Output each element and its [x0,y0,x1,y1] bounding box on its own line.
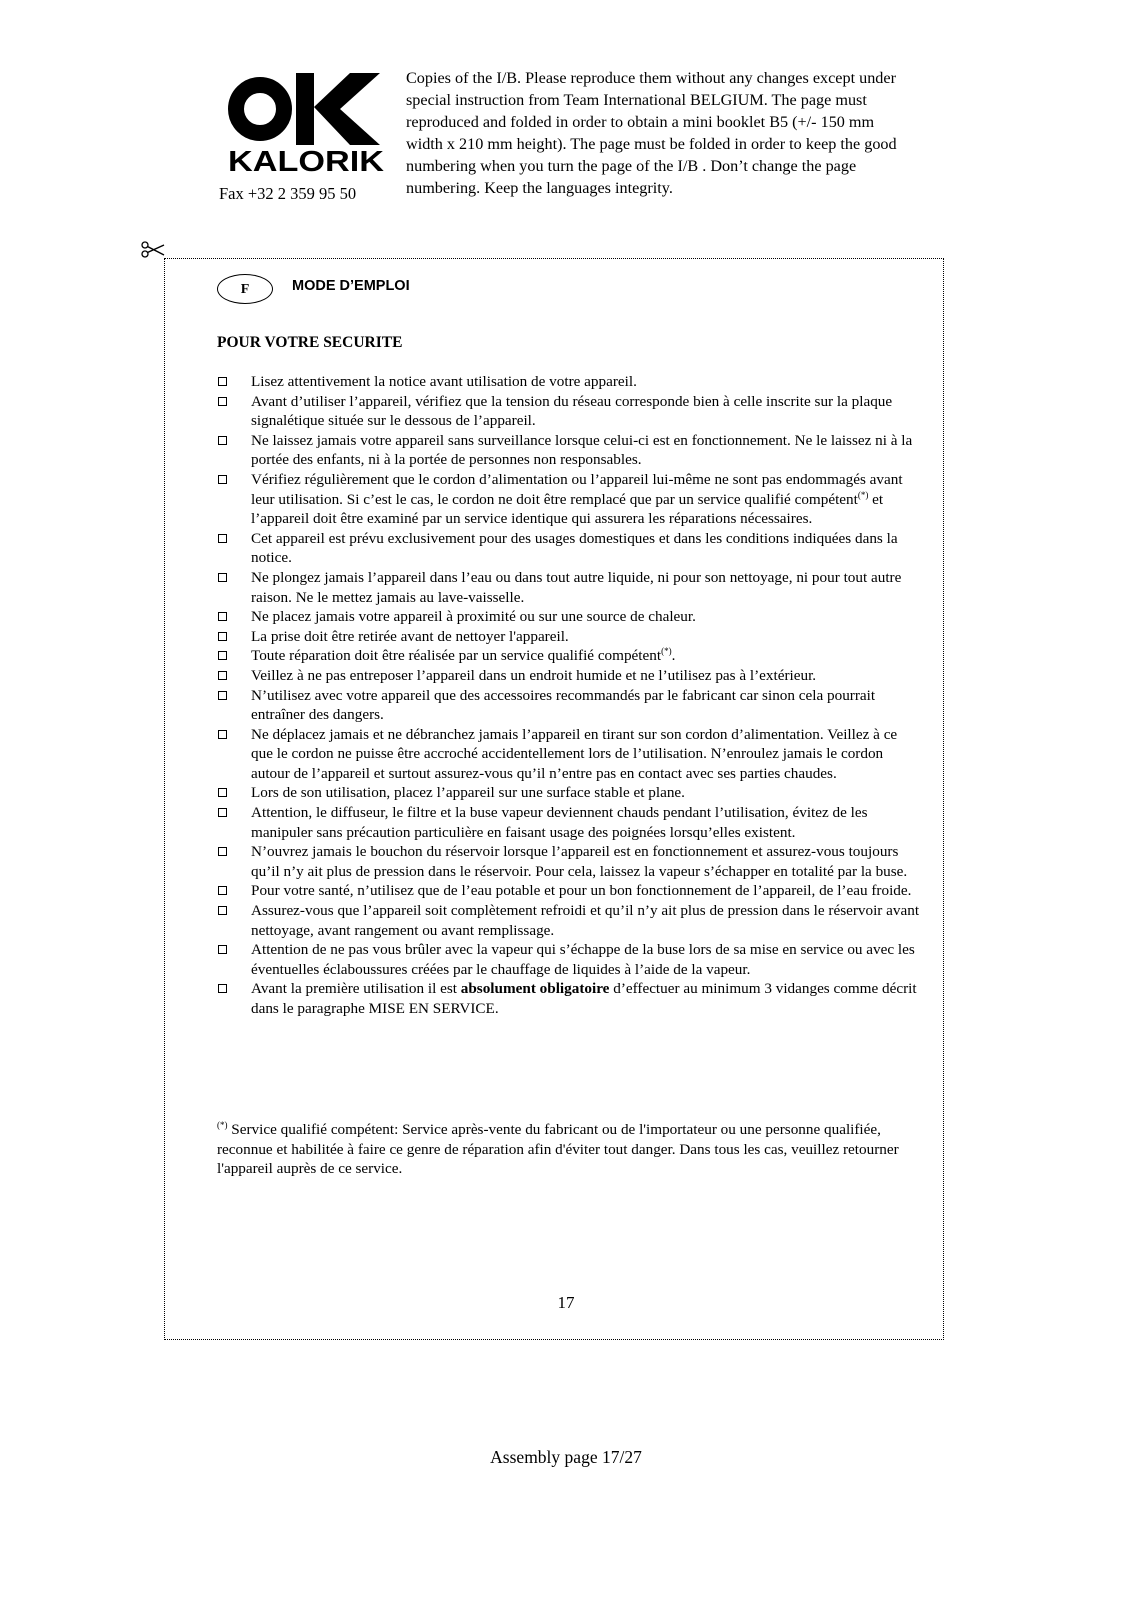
safety-item [217,646,922,666]
safety-item [217,686,922,725]
safety-item-text: Attention de ne pas vous brûler avec la vapeur qui s’échappe de la buse lors de sa mise en service ou avec les éventuelles éclaboussures créées par le chauffage de liquides à l’aide de la vapeur. [251,941,915,978]
manual-title: MODE D’EMPLOI [292,278,410,294]
safety-item-text: Lisez attentivement la notice avant utilisation de votre appareil. [251,373,637,390]
safety-item [217,529,922,568]
checkbox-bullet-icon [218,808,227,817]
safety-item [217,901,922,940]
safety-item [217,881,922,901]
safety-item-text: d’effectuer au minimum 3 vidanges comme décrit dans le paragraphe MISE EN SERVICE. [251,980,917,1017]
safety-item [217,431,922,470]
checkbox-bullet-icon [218,886,227,895]
footnote-reference: (*) [857,489,869,500]
safety-item-text: Toute réparation doit être réalisée par un service qualifié compétent [251,647,662,665]
safety-item-text: Lors de son utilisation, placez l’appareil sur une surface stable et plane. [251,784,685,802]
footnote-text: Service qualifié compétent: Service après-vente du fabricant ou de l'importateur ou une personne qualifiée, reconnue et habilitée à faire ce genre de réparation afin d'éviter tout danger. Dans tous les cas, veuillez retourner l'appareil auprès de ce service. [217,1121,899,1178]
checkbox-bullet-icon [218,691,227,700]
safety-item [217,842,922,881]
safety-item-text: Ne déplacez jamais et ne débranchez jamais l’appareil en tirant sur son cordon d’alimentation. Veillez à ce que le cordon ne puisse être accroché accidentellement lors de l’utilisation. N’enroulez jamais le cordon autour de l’appareil et surtout assurez-vous qu’il n’entre pas en contact avec ses parties chaudes. [251,725,898,782]
safety-item-text: Vérifiez régulièrement que le cordon d’alimentation ou l’appareil lui-même ne sont pas endommagés avant leur utilisation. Si c’est le cas, le cordon ne doit être remplacé que par un service qualifié compétent [251,470,903,508]
checkbox-bullet-icon [218,671,227,680]
kalorik-logo [226,71,386,175]
checkbox-bullet-icon [218,475,227,484]
safety-item [217,725,922,784]
safety-item-text: Veillez à ne pas entreposer l’appareil dans un endroit humide et ne l’utilisez pas à l’extérieur. [251,666,817,684]
emphasis-text: absolument obligatoire [460,980,610,998]
reproduction-instructions: Copies of the I/B. Please reproduce them without any changes except under special instruction from Team International BELGIUM. The page must reproduced and folded in order to obtain a mini booklet B5 (+/- 150 mm width x 210 mm height). The page must be folded in order to keep the good numbering when you turn the page of the I/B . Don’t change the page numbering. Keep the languages integrity. [406,69,897,197]
section-title: POUR VOTRE SECURITE [217,334,403,351]
scissors-icon [140,240,166,260]
safety-item-text: et l’appareil doit être examiné par un service identique qui assurera les réparations nécessaires. [251,490,884,528]
safety-item-text: Attention, le diffuseur, le filtre et la buse vapeur deviennent chauds pendant l’utilisation, évitez de les manipuler sans précaution particulière en faisant usage des poignées lorsqu’elles existent. [251,804,868,841]
safety-item-text: Ne plongez jamais l’appareil dans l’eau ou dans tout autre liquide, ni pour son nettoyage, ni pour tout autre raison. Ne le mettez jamais au lave-vaisselle. [251,568,902,606]
safety-item [217,372,922,392]
checkbox-bullet-icon [218,984,227,993]
checkbox-bullet-icon [218,945,227,954]
safety-instructions-list [217,372,922,1019]
safety-item [217,940,922,979]
checkbox-bullet-icon [218,651,227,660]
safety-item [217,627,922,647]
checkbox-bullet-icon [218,377,227,386]
checkbox-bullet-icon [218,534,227,543]
checkbox-bullet-icon [218,847,227,856]
safety-item-text: Pour votre santé, n’utilisez que de l’eau potable et pour un bon fonctionnement de l’appareil, de l’eau froide. [251,882,912,900]
checkbox-bullet-icon [218,397,227,406]
language-badge: F [217,274,273,304]
safety-item-text: . [671,647,676,665]
safety-item [217,783,922,803]
safety-item-text: Avant d’utiliser l’appareil, vérifiez que la tension du réseau corresponde bien à celle inscrite sur la plaque signalétique située sur le dessous de l’appareil. [251,392,893,430]
safety-item [217,803,922,842]
checkbox-bullet-icon [218,436,227,445]
checkbox-bullet-icon [218,632,227,641]
safety-item [217,568,922,607]
fax-number: Fax +32 2 359 95 50 [219,184,357,203]
assembly-page-label: Assembly page 17/27 [490,1447,642,1467]
safety-item-text: La prise doit être retirée avant de nettoyer l'appareil. [251,627,569,645]
footnote [217,1120,917,1179]
page-number: 17 [557,1293,575,1312]
safety-item [217,666,922,686]
logo-wordmark: KALORIK [228,146,385,175]
footnote-mark: (*) [217,1119,228,1130]
safety-item-text: Cet appareil est prévu exclusivement pour des usages domestiques et dans les conditions indiquées dans la notice. [251,529,898,567]
safety-item-text: N’utilisez avec votre appareil que des accessoires recommandés par le fabricant car sinon cela pourrait entraîner des dangers. [251,686,876,724]
footnote-reference: (*) [661,646,672,657]
safety-item [217,979,922,1018]
safety-item-text: Ne laissez jamais votre appareil sans surveillance lorsque celui-ci est en fonctionnement. Ne le laissez ni à la portée des enfants, ni à la portée de personnes non responsables. [251,431,913,469]
checkbox-bullet-icon [218,573,227,582]
safety-item [217,392,922,431]
safety-item-text: Assurez-vous que l’appareil soit complètement refroidi et qu’il n’y ait plus de pression dans le réservoir avant nettoyage, avant rangement ou avant remplissage. [251,902,920,939]
safety-item-text: Avant la première utilisation il est [251,980,461,998]
checkbox-bullet-icon [218,906,227,915]
safety-item [217,470,922,529]
checkbox-bullet-icon [218,730,227,739]
safety-item-text: Ne placez jamais votre appareil à proximité ou sur une source de chaleur. [251,608,696,626]
safety-item [217,607,922,627]
checkbox-bullet-icon [218,788,227,797]
safety-item-text: N’ouvrez jamais le bouchon du réservoir lorsque l’appareil est en fonctionnement et assurez-vous toujours qu’il n’y ait plus de pression dans le réservoir. Pour cela, laissez la vapeur s’échapper en totalité par la buse. [251,843,908,880]
checkbox-bullet-icon [218,612,227,621]
